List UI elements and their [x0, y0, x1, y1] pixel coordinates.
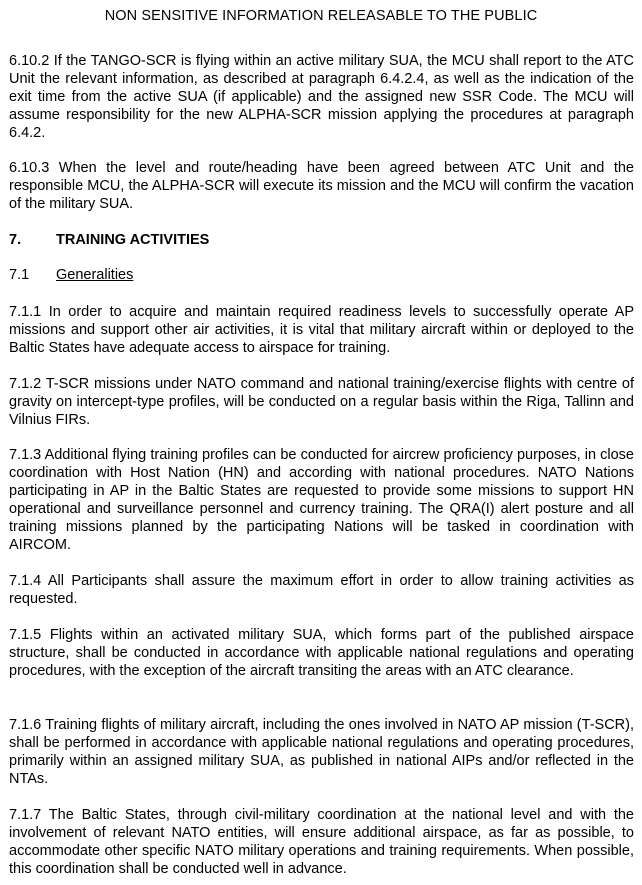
section-title: TRAINING ACTIVITIES: [56, 232, 210, 248]
section-7-heading: [9, 231, 209, 249]
paragraph-7-1-5: 7.1.5 Flights within an activated military SUA, which forms part of the published airspace structure, shall be conducted in accordance with applicable national regulations and operating procedures, with the exception of the aircraft transiting the areas with an ATC clearance.: [9, 627, 634, 679]
subsection-number: 7.1: [9, 267, 30, 283]
paragraph-7-1-6: 7.1.6 Training flights of military aircraft, including the ones involved in NATO AP mission (T-SCR), shall be performed in accordance with applicable national regulations and operating procedures, primarily within an assigned military SUA, as published in national AIPs and/or reflected in the NTAs.: [9, 717, 634, 787]
paragraph-6-10-3: 6.10.3 When the level and route/heading have been agreed between ATC Unit and the responsible MCU, the ALPHA-SCR will execute its mission and the MCU will confirm the vacation of the military SUA.: [9, 160, 634, 212]
section-number: 7.: [9, 232, 22, 248]
paragraph-6-10-2: 6.10.2 If the TANGO-SCR is flying within an active military SUA, the MCU shall report to the ATC Unit the relevant information, as described at paragraph 6.4.2.4, as well as the indication of the exit time from the active SUA (if applicable) and the assigned new SSR Code. The MCU will assume responsibility for the new ALPHA-SCR mission applying the procedures at paragraph 6.4.2.: [9, 53, 634, 141]
subsection-title: Generalities: [56, 267, 134, 283]
paragraph-7-1-3: 7.1.3 Additional flying training profiles can be conducted for aircrew proficiency purposes, in close coordination with Host Nation (HN) and according with national procedures. NATO Nations participating in AP in the Baltic States are requested to provide some missions to support HN operational and surveillance personnel and currency training. The QRA(I) alert posture and all training missions planned by the participating Nations will be tasked in coordination with AIRCOM.: [9, 447, 634, 553]
paragraph-7-1-7: 7.1.7 The Baltic States, through civil-military coordination at the national level and with the involvement of relevant NATO entities, will ensure additional airspace, as far as possible, to accommodate other specific NATO military operations and training requirements. When possible, this coordination shall be conducted well in advance.: [9, 807, 634, 877]
paragraph-7-1-2: 7.1.2 T-SCR missions under NATO command and national training/exercise flights with centre of gravity on intercept-type profiles, will be conducted on a regular basis within the Riga, Tallinn and Vilnius FIRs.: [9, 376, 634, 428]
paragraph-7-1-1: 7.1.1 In order to acquire and maintain required readiness levels to successfully operate AP missions and support other air activities, it is vital that military aircraft within or deployed to the Baltic States have adequate access to airspace for training.: [9, 304, 634, 356]
classification-header: NON SENSITIVE INFORMATION RELEASABLE TO THE PUBLIC: [104, 8, 538, 24]
paragraph-7-1-4: 7.1.4 All Participants shall assure the maximum effort in order to allow training activities as requested.: [9, 573, 634, 607]
section-7-1-heading: [9, 266, 133, 284]
